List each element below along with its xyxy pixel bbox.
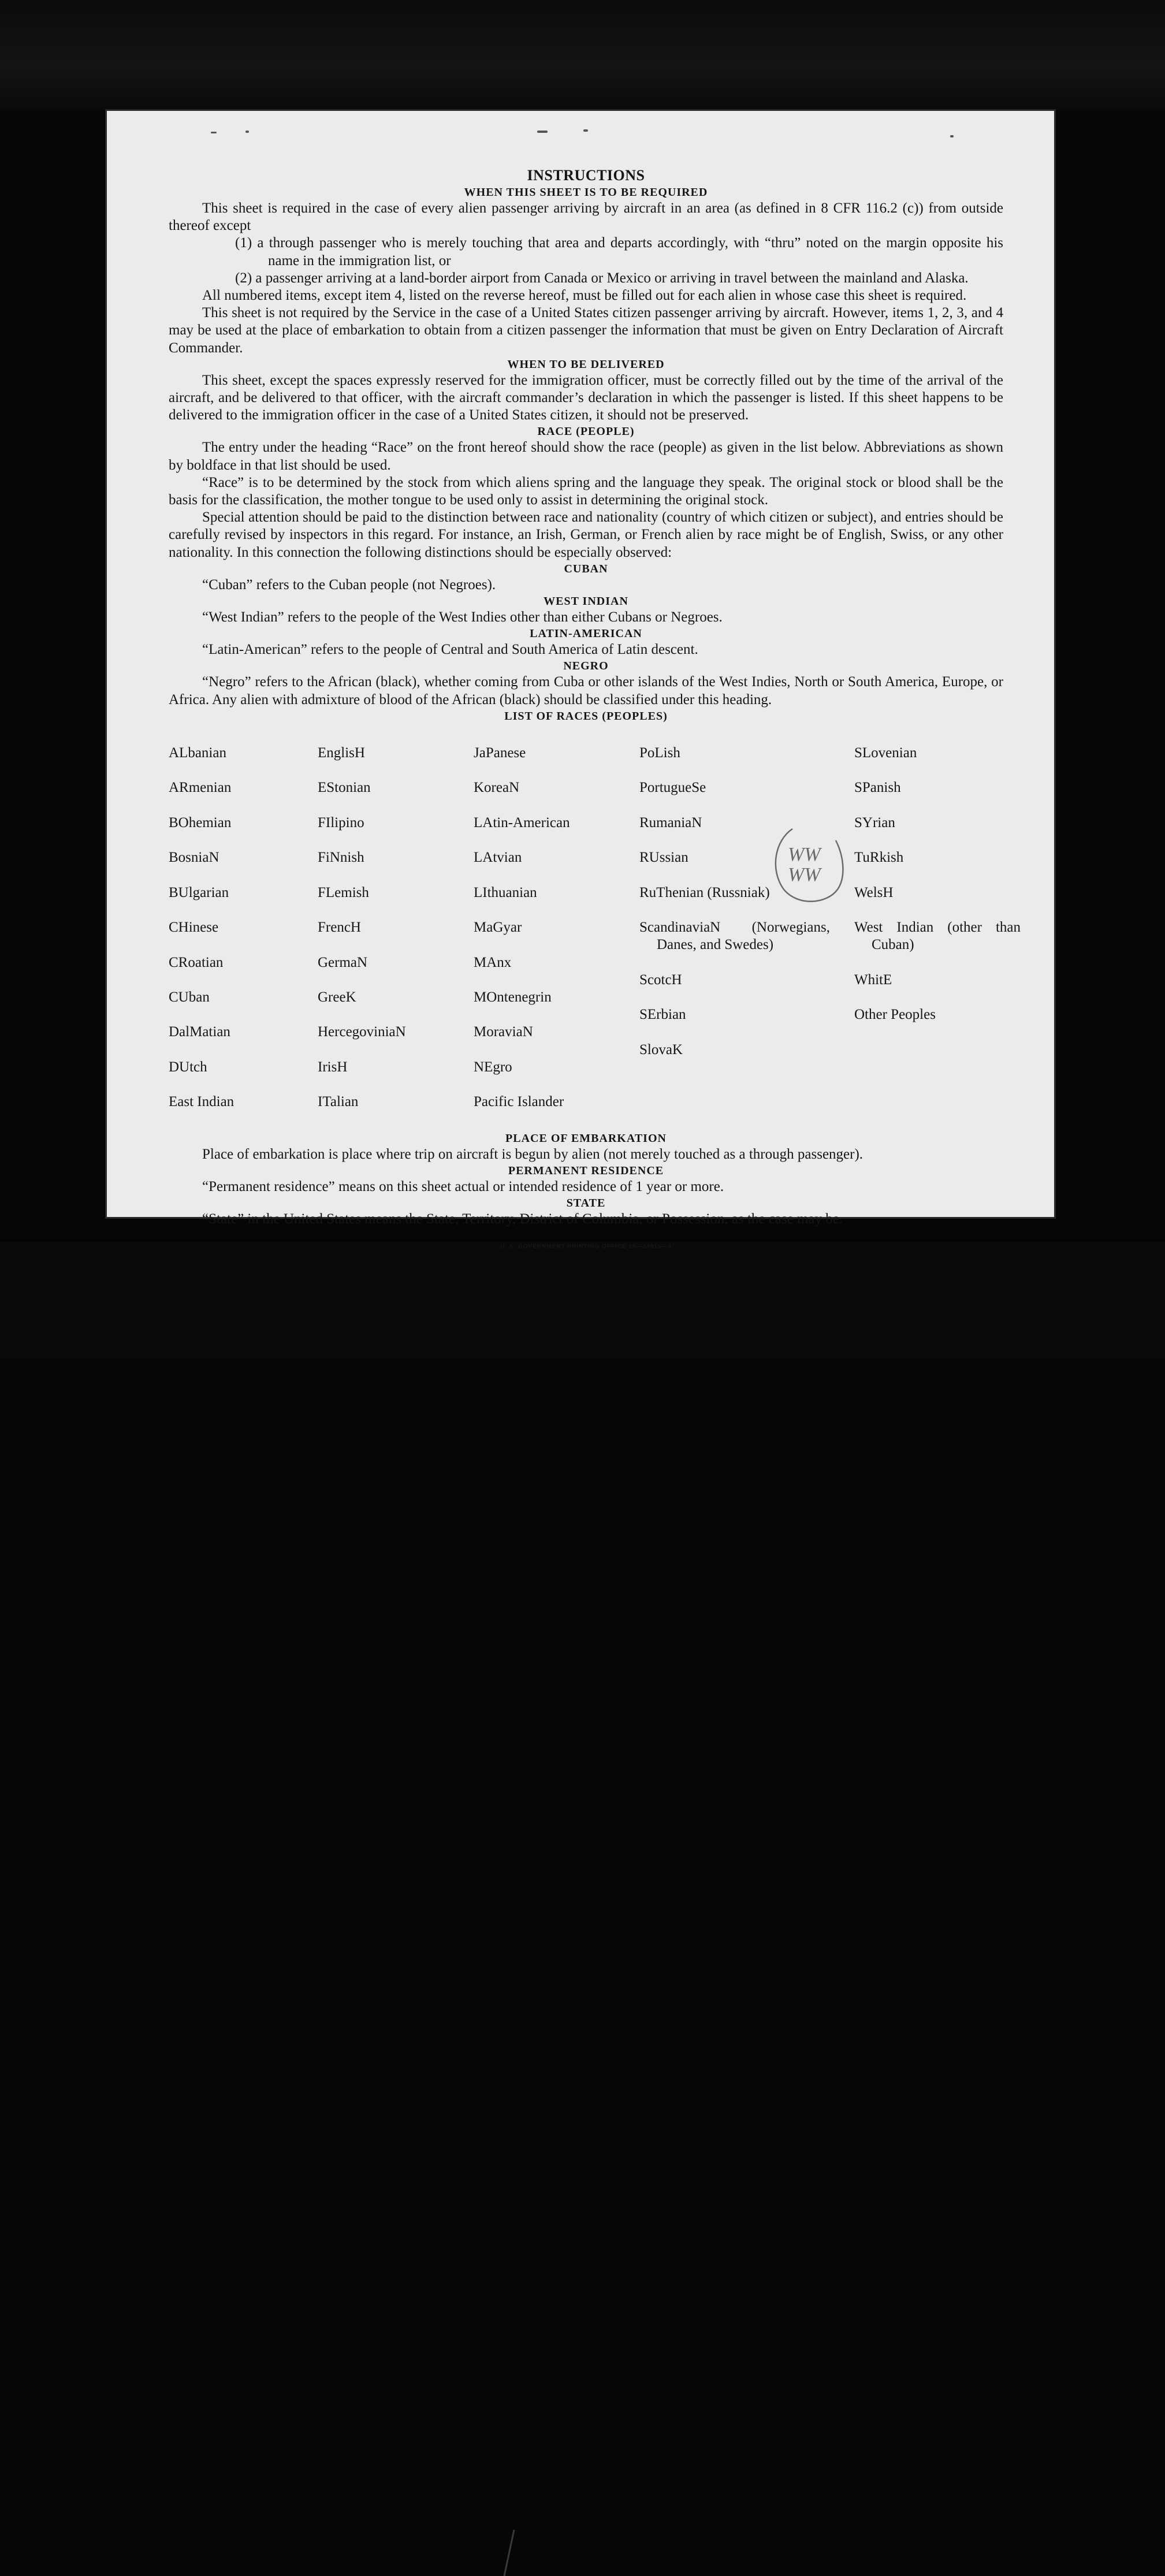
race-entry: DUtch <box>169 1059 207 1075</box>
section-heading: WHEN TO BE DELIVERED <box>507 358 665 371</box>
scan-speck <box>583 129 588 132</box>
race-column <box>639 727 854 1129</box>
section-heading: PERMANENT RESIDENCE <box>508 1164 664 1177</box>
race-entry: MOntenegrin <box>474 989 552 1005</box>
race-entry: CUban <box>169 989 210 1005</box>
race-entry: IrisH <box>318 1059 348 1075</box>
race-entry: BosniaN <box>169 850 219 866</box>
race-entry: SPanish <box>854 780 901 796</box>
race-entry: West Indian (other than Cuban) <box>854 920 1021 953</box>
list-item: (2) a passenger arriving at a land-border airport from Canada or Mexico or arriving in travel between the mainland and Alaska. <box>235 270 969 286</box>
race-entry: CHinese <box>169 920 219 936</box>
race-entry: KoreaN <box>474 780 520 796</box>
section-heading: WHEN THIS SHEET IS TO BE REQUIRED <box>464 186 708 199</box>
paragraph: “Race” is to be determined by the stock from which aliens spring and the language they speak. The original stock or blood shall be the basis for the classification, the mother tongue to be used only to assist in determining the original stock. <box>169 474 1003 508</box>
pencil-initials: WW <box>788 864 821 885</box>
race-entry: WelsH <box>854 884 894 900</box>
document-sheet <box>107 111 1054 1250</box>
race-entry: PoLish <box>639 745 680 761</box>
race-entry: EnglisH <box>318 745 365 761</box>
race-entry: FLemish <box>318 884 369 900</box>
paragraph: All numbered items, except item 4, listed on the reverse hereof, must be filled out for each alien in whose case this sheet is required. <box>202 288 967 304</box>
paragraph: “Latin-American” refers to the people of Central and South America of Latin descent. <box>202 642 698 658</box>
race-entry: BOhemian <box>169 814 232 831</box>
race-entry: TuRkish <box>854 850 904 866</box>
race-entry: SErbian <box>639 1007 686 1023</box>
film-scratch <box>503 2530 538 2576</box>
race-entry: East Indian <box>169 1094 235 1110</box>
race-column <box>169 727 318 1129</box>
paragraph: This sheet is not required by the Service in the case of a United States citizen passenger arriving by aircraft. However, items 1, 2, 3, and 4 may be used at the place of embarkation to obtain from a citizen passenger the information that must be given on Entry Declaration of Aircraft Commander. <box>169 305 1003 356</box>
pencil-annotation <box>769 823 850 910</box>
scan-speck <box>211 132 217 133</box>
section-heading: LIST OF RACES (PEOPLES) <box>504 709 668 723</box>
race-entry: Pacific Islander <box>474 1094 564 1110</box>
race-entry: RuThenian (Russniak) <box>639 884 770 900</box>
page-title: INSTRUCTIONS <box>527 167 645 184</box>
section-heading: LATIN-AMERICAN <box>530 627 642 641</box>
race-entry: ScotcH <box>639 971 682 988</box>
race-entry: LAtin-American <box>474 814 570 831</box>
race-entry: FiNnish <box>318 850 364 866</box>
race-entry: Other Peoples <box>854 1007 936 1023</box>
scan-speck <box>950 135 954 137</box>
paragraph: “State” in the United States means the State, Territory, District of Columbia, or Possession, as the case may be. <box>202 1211 843 1227</box>
race-entry: GermaN <box>318 954 368 970</box>
race-entry: BUlgarian <box>169 884 229 900</box>
race-entry: ALbanian <box>169 745 226 761</box>
instructions-body <box>169 166 1021 1256</box>
printer-footer: U. S. GOVERNMENT PRINTING OFFICE 16—24915—4 <box>500 1244 672 1250</box>
scan-speck <box>537 131 548 133</box>
paragraph: Special attention should be paid to the distinction between race and nationality (country of which citizen or subject), and entries should be carefully revised by inspectors in this regard. For instance, an Irish, German, or French alien by race might be of English, Swiss, or any other nationality. In this connection the following distinctions should be especially observed: <box>169 509 1003 560</box>
race-entry: WhitE <box>854 971 892 988</box>
race-entry: SLovenian <box>854 745 917 761</box>
race-entry: NEgro <box>474 1059 512 1075</box>
film-border-top <box>0 0 1165 110</box>
race-entry: ScandinaviaN (Norwegians, Danes, and Swedes) <box>639 920 830 953</box>
race-column <box>474 727 639 1129</box>
paragraph: This sheet, except the spaces expressly reserved for the immigration officer, must be correctly filled out by the time of the arrival of the aircraft, and be delivered to that officer, with the aircraft commander’s declaration in which the passenger is listed. If this sheet happens to be delivered to the immigration officer in the case of a United States citizen, it should not be preserved. <box>169 372 1003 423</box>
paragraph: “Cuban” refers to the Cuban people (not Negroes). <box>202 576 496 593</box>
paragraph: “Negro” refers to the African (black), whether coming from Cuba or other islands of the West Indies, North or South America, Europe, or Africa. Any alien with admixture of blood of the African (black) should be classified under this heading. <box>169 674 1003 708</box>
race-list <box>169 727 1021 1129</box>
section-heading: RACE (PEOPLE) <box>537 425 635 438</box>
section-heading: STATE <box>566 1196 606 1209</box>
paragraph: Place of embarkation is place where trip on aircraft is begun by alien (not merely touched as a through passenger). <box>202 1146 863 1162</box>
paragraph: “West Indian” refers to the people of the West Indies other than either Cubans or Negroes. <box>202 609 723 626</box>
section-heading: CUBAN <box>564 562 608 575</box>
scan-speck <box>245 131 249 133</box>
race-entry: MoraviaN <box>474 1024 533 1040</box>
race-entry: FrencH <box>318 920 361 936</box>
race-entry: SlovaK <box>639 1041 683 1058</box>
race-entry: CRoatian <box>169 954 224 970</box>
race-column <box>318 727 474 1129</box>
section-heading: NEGRO <box>563 660 609 673</box>
race-entry: LIthuanian <box>474 884 537 900</box>
race-entry: MaGyar <box>474 920 522 936</box>
race-entry: GreeK <box>318 989 356 1005</box>
race-entry: DalMatian <box>169 1024 230 1040</box>
section-heading: PLACE OF EMBARKATION <box>505 1131 667 1145</box>
paragraph: This sheet is required in the case of every alien passenger arriving by aircraft in an area (as defined in 8 CFR 116.2 (c)) from outside thereof except <box>169 200 1003 234</box>
race-entry: FIlipino <box>318 814 364 831</box>
race-entry: LAtvian <box>474 850 522 866</box>
race-entry: RumaniaN <box>639 814 702 831</box>
race-entry: HercegoviniaN <box>318 1024 406 1040</box>
race-column <box>854 727 1021 1129</box>
race-entry: ARmenian <box>169 780 232 796</box>
list-item: (1) a through passenger who is merely touching that area and departs accordingly, with “thru” noted on the margin opposite his name in the immigration list, or <box>235 235 1003 269</box>
section-heading: WEST INDIAN <box>544 595 628 608</box>
pencil-initials: WW <box>788 844 821 865</box>
race-entry: ITalian <box>318 1094 359 1110</box>
paragraph: “Permanent residence” means on this sheet actual or intended residence of 1 year or more. <box>202 1178 724 1194</box>
race-entry: MAnx <box>474 954 512 970</box>
race-entry: PortugueSe <box>639 780 706 796</box>
film-border-bottom <box>0 1242 1165 1358</box>
race-entry: SYrian <box>854 814 895 831</box>
race-entry: EStonian <box>318 780 371 796</box>
race-entry: JaPanese <box>474 745 526 761</box>
race-entry: RUssian <box>639 850 688 866</box>
paragraph: The entry under the heading “Race” on the front hereof should show the race (people) as given in the list below. Abbreviations as shown by boldface in that list should be used. <box>169 440 1003 473</box>
